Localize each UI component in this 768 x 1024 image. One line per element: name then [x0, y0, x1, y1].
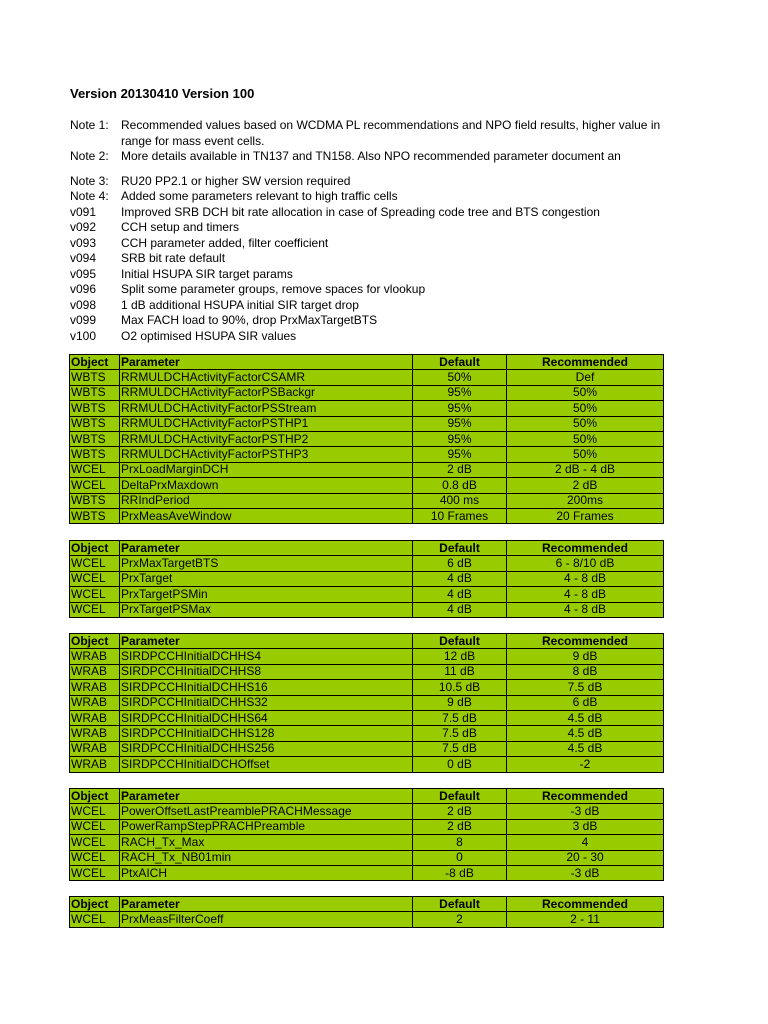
cell-default: 2 dB	[413, 804, 507, 819]
parameter-table-filter	[69, 896, 664, 928]
cell-recommended: 50%	[507, 416, 664, 431]
cell-parameter: RRMULDCHActivityFactorPSTHP3	[120, 447, 413, 462]
cell-recommended: Def	[507, 370, 664, 385]
table-row	[70, 556, 664, 571]
cell-object: WBTS	[70, 416, 120, 431]
cell-default: 95%	[413, 431, 507, 446]
cell-object: WCEL	[70, 462, 120, 477]
header-object: Object	[70, 789, 120, 804]
note-row	[70, 313, 670, 329]
note-row	[70, 174, 670, 190]
cell-default: 12 dB	[413, 649, 507, 664]
cell-parameter: SIRDPCCHInitialDCHHS256	[120, 741, 413, 756]
cell-default: 95%	[413, 447, 507, 462]
cell-recommended: 6 - 8/10 dB	[507, 556, 664, 571]
cell-default: 50%	[413, 370, 507, 385]
cell-recommended: -2	[507, 757, 664, 772]
cell-parameter: PrxMeasFilterCoeff	[120, 912, 413, 927]
header-default: Default	[413, 897, 507, 912]
header-recommended: Recommended	[507, 355, 664, 370]
note-row	[70, 329, 670, 345]
table-row	[70, 664, 664, 679]
cell-recommended: 4 - 8 dB	[507, 587, 664, 602]
cell-parameter: PrxTargetPSMax	[120, 602, 413, 617]
table-row	[70, 804, 664, 819]
cell-recommended: -3 dB	[507, 865, 664, 880]
cell-recommended: 4 - 8 dB	[507, 602, 664, 617]
cell-object: WCEL	[70, 912, 120, 927]
note-label: Note 3:	[70, 173, 109, 188]
cell-object: WCEL	[70, 602, 120, 617]
cell-object: WCEL	[70, 850, 120, 865]
table-row	[70, 865, 664, 880]
parameter-table-prx-target	[69, 540, 664, 618]
header-default: Default	[413, 789, 507, 804]
note-label: v098	[70, 297, 97, 312]
note-text: CCH parameter added, filter coefficient	[121, 235, 329, 250]
cell-parameter: PtxAICH	[120, 865, 413, 880]
cell-default: 4 dB	[413, 587, 507, 602]
note-text: Split some parameter groups, remove spaces for vlookup	[121, 282, 426, 296]
table-header-row	[70, 789, 664, 804]
cell-default: 4 dB	[413, 571, 507, 586]
table-row	[70, 401, 664, 416]
table-row	[70, 710, 664, 725]
cell-object: WBTS	[70, 493, 120, 508]
cell-object: WCEL	[70, 865, 120, 880]
cell-parameter: PrxMaxTargetBTS	[120, 556, 413, 571]
cell-default: 9 dB	[413, 695, 507, 710]
cell-parameter: SIRDPCCHInitialDCHHS4	[120, 649, 413, 664]
note-text: Max FACH load to 90%, drop PrxMaxTargetBTS	[121, 313, 378, 327]
table-row	[70, 695, 664, 710]
table-row	[70, 587, 664, 602]
note-text: Recommended values based on WCDMA PL recommendations and NPO field results, higher value in range for mass event cells.	[121, 118, 661, 148]
note-row	[70, 282, 670, 298]
header-parameter: Parameter	[120, 897, 413, 912]
cell-object: WRAB	[70, 741, 120, 756]
cell-default: 0 dB	[413, 757, 507, 772]
note-text: CCH setup and timers	[121, 220, 240, 234]
note-label: v091	[70, 204, 97, 219]
cell-recommended: 4.5 dB	[507, 726, 664, 741]
cell-parameter: RRMULDCHActivityFactorPSTHP1	[120, 416, 413, 431]
cell-object: WCEL	[70, 478, 120, 493]
table-row	[70, 726, 664, 741]
table-row	[70, 649, 664, 664]
cell-object: WRAB	[70, 695, 120, 710]
cell-default: 95%	[413, 385, 507, 400]
header-default: Default	[413, 634, 507, 649]
version-notes	[70, 118, 670, 344]
note-row	[70, 236, 670, 252]
cell-parameter: PowerOffsetLastPreamblePRACHMessage	[120, 804, 413, 819]
cell-recommended: 8 dB	[507, 664, 664, 679]
cell-default: -8 dB	[413, 865, 507, 880]
header-default: Default	[413, 541, 507, 556]
cell-recommended: 3 dB	[507, 819, 664, 834]
table-row	[70, 850, 664, 865]
table-row	[70, 741, 664, 756]
cell-object: WRAB	[70, 649, 120, 664]
header-object: Object	[70, 355, 120, 370]
table-row	[70, 571, 664, 586]
note-label: Note 1:	[70, 118, 109, 132]
cell-object: WCEL	[70, 804, 120, 819]
cell-default: 400 ms	[413, 493, 507, 508]
cell-parameter: PrxTargetPSMin	[120, 587, 413, 602]
cell-default: 4 dB	[413, 602, 507, 617]
note-text: Added some parameters relevant to high traffic cells	[121, 189, 398, 203]
table-row	[70, 431, 664, 446]
note-text: Initial HSUPA SIR target params	[121, 266, 293, 281]
table-row	[70, 508, 664, 523]
header-object: Object	[70, 634, 120, 649]
table-header-row	[70, 541, 664, 556]
header-parameter: Parameter	[120, 789, 413, 804]
cell-object: WRAB	[70, 710, 120, 725]
cell-default: 7.5 dB	[413, 741, 507, 756]
table-row	[70, 912, 664, 927]
cell-default: 2 dB	[413, 462, 507, 477]
note-label: v092	[70, 220, 97, 234]
note-label: v094	[70, 251, 97, 265]
header-default: Default	[413, 355, 507, 370]
cell-parameter: SIRDPCCHInitialDCHHS8	[120, 664, 413, 679]
table-header-row	[70, 634, 664, 649]
cell-parameter: PrxTarget	[120, 571, 413, 586]
note-label: v100	[70, 328, 97, 343]
cell-object: WCEL	[70, 571, 120, 586]
cell-default: 6 dB	[413, 556, 507, 571]
cell-parameter: RRIndPeriod	[120, 493, 413, 508]
header-object: Object	[70, 897, 120, 912]
table-row	[70, 462, 664, 477]
cell-parameter: RACH_Tx_Max	[120, 835, 413, 850]
cell-recommended: 2 - 11	[507, 912, 664, 927]
note-label: v099	[70, 313, 97, 327]
cell-recommended: -3 dB	[507, 804, 664, 819]
header-recommended: Recommended	[507, 541, 664, 556]
cell-recommended: 2 dB - 4 dB	[507, 462, 664, 477]
table-row	[70, 493, 664, 508]
cell-recommended: 20 Frames	[507, 508, 664, 523]
note-row	[70, 118, 670, 149]
header-parameter: Parameter	[120, 355, 413, 370]
table-row	[70, 819, 664, 834]
header-parameter: Parameter	[120, 634, 413, 649]
cell-default: 2 dB	[413, 819, 507, 834]
note-text: RU20 PP2.1 or higher SW version required	[121, 173, 351, 188]
note-text: 1 dB additional HSUPA initial SIR target drop	[121, 297, 359, 312]
cell-object: WRAB	[70, 680, 120, 695]
cell-parameter: RRMULDCHActivityFactorCSAMR	[120, 370, 413, 385]
cell-recommended: 50%	[507, 401, 664, 416]
header-object: Object	[70, 541, 120, 556]
parameter-table-prach	[69, 788, 664, 881]
cell-default: 10 Frames	[413, 508, 507, 523]
cell-parameter: SIRDPCCHInitialDCHHS64	[120, 710, 413, 725]
table-row	[70, 602, 664, 617]
cell-default: 10.5 dB	[413, 680, 507, 695]
note-text: O2 optimised HSUPA SIR values	[121, 328, 297, 343]
table-row	[70, 478, 664, 493]
cell-default: 11 dB	[413, 664, 507, 679]
cell-recommended: 200ms	[507, 493, 664, 508]
cell-parameter: SIRDPCCHInitialDCHHS128	[120, 726, 413, 741]
cell-object: WBTS	[70, 401, 120, 416]
note-row	[70, 220, 670, 236]
cell-parameter: PowerRampStepPRACHPreamble	[120, 819, 413, 834]
header-recommended: Recommended	[507, 634, 664, 649]
table-row	[70, 447, 664, 462]
cell-object: WCEL	[70, 819, 120, 834]
note-row	[70, 267, 670, 283]
table-row	[70, 680, 664, 695]
note-row	[70, 149, 670, 165]
cell-object: WCEL	[70, 835, 120, 850]
note-label: Note 4:	[70, 189, 109, 203]
cell-default: 0.8 dB	[413, 478, 507, 493]
note-label: v093	[70, 235, 97, 250]
cell-object: WRAB	[70, 664, 120, 679]
document-title: Version 20130410 Version 100	[70, 86, 255, 101]
table-row	[70, 385, 664, 400]
cell-parameter: SIRDPCCHInitialDCHOffset	[120, 757, 413, 772]
cell-recommended: 20 - 30	[507, 850, 664, 865]
header-parameter: Parameter	[120, 541, 413, 556]
cell-parameter: RRMULDCHActivityFactorPSStream	[120, 401, 413, 416]
note-row	[70, 205, 670, 221]
table-row	[70, 370, 664, 385]
note-text: SRB bit rate default	[121, 251, 226, 265]
header-recommended: Recommended	[507, 789, 664, 804]
parameter-table-sir-dpcch	[69, 633, 664, 773]
note-text: More details available in TN137 and TN158. Also NPO recommended parameter document an	[121, 149, 621, 163]
cell-recommended: 7.5 dB	[507, 680, 664, 695]
cell-recommended: 50%	[507, 385, 664, 400]
header-recommended: Recommended	[507, 897, 664, 912]
cell-default: 95%	[413, 401, 507, 416]
cell-object: WBTS	[70, 385, 120, 400]
note-row	[70, 298, 670, 314]
cell-parameter: SIRDPCCHInitialDCHHS32	[120, 695, 413, 710]
table-row	[70, 835, 664, 850]
table-row	[70, 416, 664, 431]
table-row	[70, 757, 664, 772]
note-label: v096	[70, 282, 97, 296]
cell-parameter: RACH_Tx_NB01min	[120, 850, 413, 865]
note-label: Note 2:	[70, 149, 109, 163]
cell-object: WRAB	[70, 757, 120, 772]
cell-default: 8	[413, 835, 507, 850]
cell-object: WCEL	[70, 556, 120, 571]
cell-recommended: 4 - 8 dB	[507, 571, 664, 586]
cell-parameter: SIRDPCCHInitialDCHHS16	[120, 680, 413, 695]
note-row	[70, 251, 670, 267]
cell-default: 0	[413, 850, 507, 865]
cell-recommended: 6 dB	[507, 695, 664, 710]
cell-default: 7.5 dB	[413, 710, 507, 725]
cell-parameter: RRMULDCHActivityFactorPSTHP2	[120, 431, 413, 446]
cell-parameter: PrxMeasAveWindow	[120, 508, 413, 523]
cell-object: WCEL	[70, 587, 120, 602]
cell-object: WRAB	[70, 726, 120, 741]
table-header-row	[70, 897, 664, 912]
cell-recommended: 9 dB	[507, 649, 664, 664]
cell-parameter: DeltaPrxMaxdown	[120, 478, 413, 493]
cell-recommended: 2 dB	[507, 478, 664, 493]
cell-object: WBTS	[70, 431, 120, 446]
cell-recommended: 4	[507, 835, 664, 850]
cell-recommended: 50%	[507, 447, 664, 462]
table-header-row	[70, 355, 664, 370]
cell-default: 2	[413, 912, 507, 927]
note-label: v095	[70, 266, 97, 281]
cell-object: WBTS	[70, 447, 120, 462]
cell-object: WBTS	[70, 508, 120, 523]
note-text: Improved SRB DCH bit rate allocation in case of Spreading code tree and BTS congestion	[121, 204, 600, 219]
cell-recommended: 50%	[507, 431, 664, 446]
cell-object: WBTS	[70, 370, 120, 385]
cell-recommended: 4.5 dB	[507, 710, 664, 725]
note-row	[70, 189, 670, 205]
parameter-table-activity	[69, 354, 664, 524]
cell-recommended: 4.5 dB	[507, 741, 664, 756]
cell-parameter: PrxLoadMarginDCH	[120, 462, 413, 477]
cell-parameter: RRMULDCHActivityFactorPSBackgr	[120, 385, 413, 400]
cell-default: 95%	[413, 416, 507, 431]
cell-default: 7.5 dB	[413, 726, 507, 741]
